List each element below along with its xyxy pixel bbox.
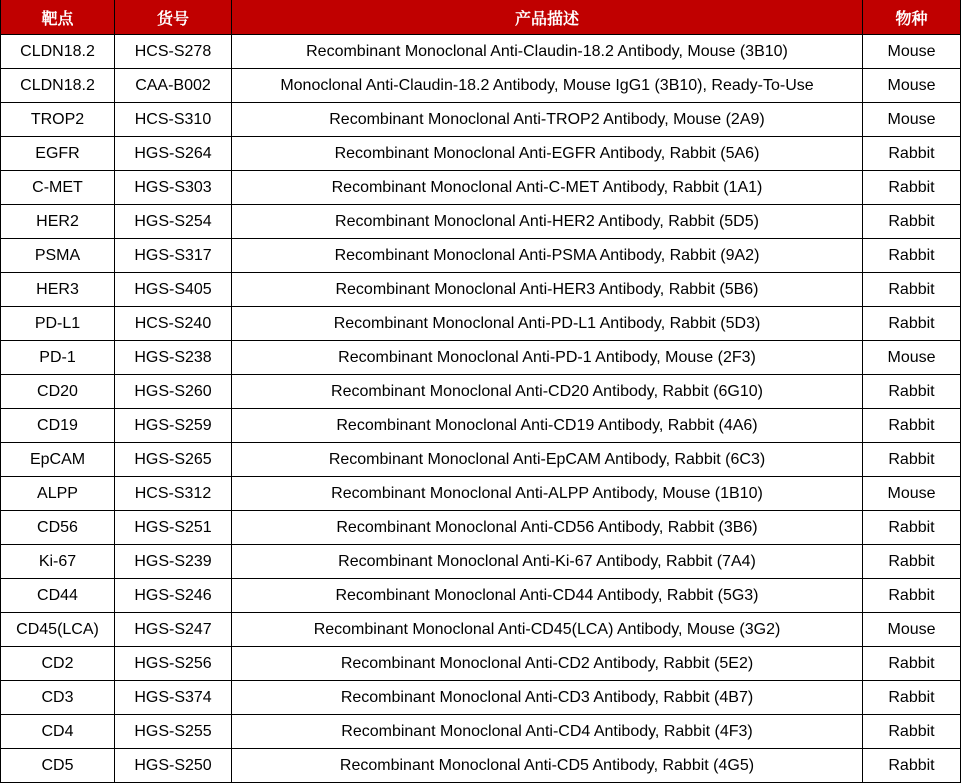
cell-target: TROP2 [0,103,115,137]
cell-product-description: Recombinant Monoclonal Anti-EpCAM Antibody, Rabbit (6C3) [232,443,863,477]
cell-catalog-number: HCS-S240 [115,307,232,341]
cell-species: Rabbit [863,239,961,273]
cell-product-description: Recombinant Monoclonal Anti-CD5 Antibody, Rabbit (4G5) [232,749,863,783]
cell-product-description: Recombinant Monoclonal Anti-CD3 Antibody, Rabbit (4B7) [232,681,863,715]
cell-product-description: Recombinant Monoclonal Anti-EGFR Antibody, Rabbit (5A6) [232,137,863,171]
cell-product-description: Recombinant Monoclonal Anti-C-MET Antibody, Rabbit (1A1) [232,171,863,205]
cell-catalog-number: HGS-S251 [115,511,232,545]
cell-target: CD4 [0,715,115,749]
cell-catalog-number: HGS-S250 [115,749,232,783]
cell-species: Rabbit [863,273,961,307]
cell-species: Rabbit [863,647,961,681]
cell-target: C-MET [0,171,115,205]
cell-target: PD-1 [0,341,115,375]
cell-product-description: Recombinant Monoclonal Anti-CD56 Antibody, Rabbit (3B6) [232,511,863,545]
cell-target: HER3 [0,273,115,307]
cell-target: CD20 [0,375,115,409]
cell-catalog-number: HCS-S310 [115,103,232,137]
cell-catalog-number: HGS-S264 [115,137,232,171]
cell-product-description: Recombinant Monoclonal Anti-PSMA Antibody, Rabbit (9A2) [232,239,863,273]
cell-species: Rabbit [863,171,961,205]
cell-product-description: Recombinant Monoclonal Anti-CD19 Antibody, Rabbit (4A6) [232,409,863,443]
cell-species: Mouse [863,69,961,103]
cell-target: CD56 [0,511,115,545]
cell-target: Ki-67 [0,545,115,579]
cell-product-description: Recombinant Monoclonal Anti-Ki-67 Antibody, Rabbit (7A4) [232,545,863,579]
cell-target: CD44 [0,579,115,613]
cell-product-description: Recombinant Monoclonal Anti-CD2 Antibody, Rabbit (5E2) [232,647,863,681]
cell-catalog-number: CAA-B002 [115,69,232,103]
cell-species: Rabbit [863,375,961,409]
cell-species: Rabbit [863,545,961,579]
cell-catalog-number: HCS-S312 [115,477,232,511]
cell-species: Rabbit [863,579,961,613]
cell-species: Rabbit [863,749,961,783]
cell-catalog-number: HGS-S265 [115,443,232,477]
cell-target: CD45(LCA) [0,613,115,647]
cell-target: CD3 [0,681,115,715]
header-catalog-number: 货号 [115,0,232,35]
cell-product-description: Recombinant Monoclonal Anti-PD-1 Antibody, Mouse (2F3) [232,341,863,375]
cell-species: Mouse [863,35,961,69]
cell-product-description: Recombinant Monoclonal Anti-CD4 Antibody, Rabbit (4F3) [232,715,863,749]
cell-species: Rabbit [863,137,961,171]
cell-target: CD2 [0,647,115,681]
cell-product-description: Monoclonal Anti-Claudin-18.2 Antibody, Mouse IgG1 (3B10), Ready-To-Use [232,69,863,103]
cell-catalog-number: HGS-S254 [115,205,232,239]
cell-target: PD-L1 [0,307,115,341]
cell-product-description: Recombinant Monoclonal Anti-CD20 Antibody, Rabbit (6G10) [232,375,863,409]
cell-product-description: Recombinant Monoclonal Anti-ALPP Antibody, Mouse (1B10) [232,477,863,511]
cell-species: Rabbit [863,307,961,341]
cell-catalog-number: HGS-S255 [115,715,232,749]
cell-product-description: Recombinant Monoclonal Anti-TROP2 Antibody, Mouse (2A9) [232,103,863,137]
cell-catalog-number: HGS-S405 [115,273,232,307]
cell-product-description: Recombinant Monoclonal Anti-CD45(LCA) Antibody, Mouse (3G2) [232,613,863,647]
cell-target: PSMA [0,239,115,273]
cell-species: Rabbit [863,511,961,545]
cell-species: Rabbit [863,715,961,749]
cell-species: Mouse [863,613,961,647]
cell-catalog-number: HGS-S239 [115,545,232,579]
cell-target: ALPP [0,477,115,511]
cell-catalog-number: HGS-S246 [115,579,232,613]
cell-product-description: Recombinant Monoclonal Anti-PD-L1 Antibody, Rabbit (5D3) [232,307,863,341]
cell-product-description: Recombinant Monoclonal Anti-HER3 Antibody, Rabbit (5B6) [232,273,863,307]
header-target: 靶点 [0,0,115,35]
cell-catalog-number: HGS-S317 [115,239,232,273]
cell-product-description: Recombinant Monoclonal Anti-HER2 Antibody, Rabbit (5D5) [232,205,863,239]
cell-species: Rabbit [863,409,961,443]
header-species: 物种 [863,0,961,35]
cell-target: EGFR [0,137,115,171]
header-product-description: 产品描述 [232,0,863,35]
cell-target: CD19 [0,409,115,443]
cell-target: CLDN18.2 [0,35,115,69]
cell-catalog-number: HGS-S303 [115,171,232,205]
cell-species: Mouse [863,477,961,511]
cell-species: Mouse [863,103,961,137]
cell-catalog-number: HGS-S247 [115,613,232,647]
cell-catalog-number: HGS-S259 [115,409,232,443]
cell-catalog-number: HGS-S260 [115,375,232,409]
cell-catalog-number: HGS-S238 [115,341,232,375]
cell-catalog-number: HGS-S256 [115,647,232,681]
cell-catalog-number: HCS-S278 [115,35,232,69]
cell-species: Rabbit [863,443,961,477]
cell-species: Mouse [863,341,961,375]
cell-species: Rabbit [863,205,961,239]
cell-species: Rabbit [863,681,961,715]
cell-product-description: Recombinant Monoclonal Anti-Claudin-18.2 Antibody, Mouse (3B10) [232,35,863,69]
cell-product-description: Recombinant Monoclonal Anti-CD44 Antibody, Rabbit (5G3) [232,579,863,613]
cell-target: EpCAM [0,443,115,477]
cell-catalog-number: HGS-S374 [115,681,232,715]
cell-target: CD5 [0,749,115,783]
cell-target: CLDN18.2 [0,69,115,103]
cell-target: HER2 [0,205,115,239]
